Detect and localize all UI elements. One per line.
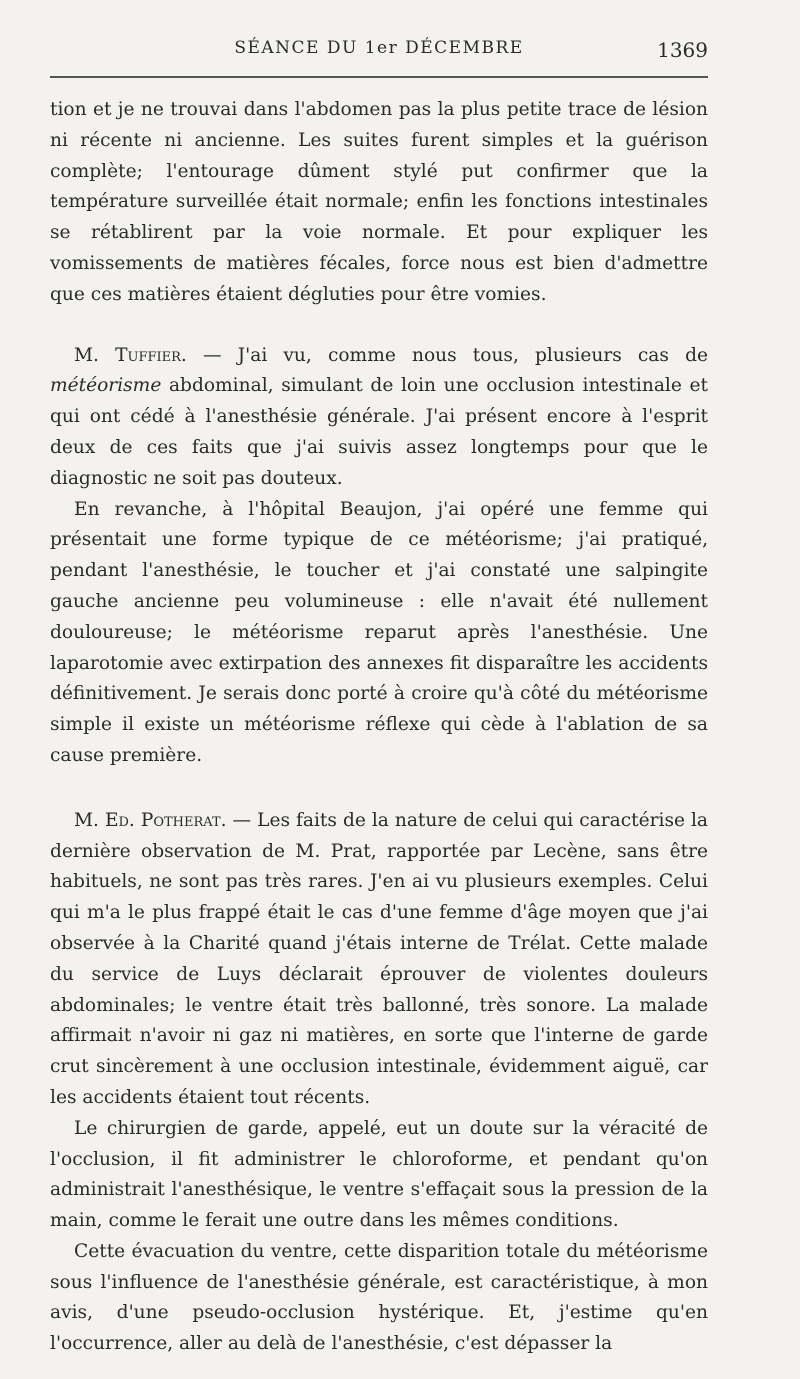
paragraph-1 — [50, 95, 708, 311]
page-body — [50, 95, 708, 1360]
running-title: SÉANCE DU 1er DÉCEMBRE — [234, 38, 524, 58]
speaker-name: M. Ed. Potherat. — [74, 809, 227, 831]
paragraph-text: Le chirurgien de garde, appelé, eut un doute sur la véracité de l'occlusion, il fit administrer le chloroforme, et pendant qu'on administrait l'anesthésique, le ventre s'effaçait sous la pression de la main, comme le ferait une outre dans les mêmes conditions. — [50, 1117, 708, 1232]
paragraph-6 — [50, 1237, 708, 1360]
paragraph-text: tion et je ne trouvai dans l'abdomen pas la plus petite trace de lésion ni récente ni ancienne. Les suites furent simples et la guérison complète; l'entourage dûment stylé put confirmer que la température surveillée était normale; enfin les fonctions intestinales se rétablirent par la voie normale. Et pour expliquer les vomissements de matières fécales, force nous est bien d'admettre que ces matières étaient dégluties pour être vomies. — [50, 99, 708, 305]
paragraph-text: Cette évacuation du ventre, cette disparition totale du météorisme sous l'influence de l'anesthésie générale, est caractéristique, à mon avis, d'une pseudo-occlusion hystérique. Et, j'estime qu'en l'occurrence, aller au delà de l'anesthésie, c'est dépasser la — [50, 1240, 708, 1355]
header-rule — [50, 76, 708, 78]
paragraph-3 — [50, 495, 708, 772]
running-head — [50, 38, 708, 62]
paragraph-intro: — J'ai vu, comme nous tous, plusieurs cas de — [186, 344, 708, 366]
page-number: 1369 — [657, 38, 708, 62]
paragraph-text: — Les faits de la nature de celui qui caractérise la dernière observation de M. Prat, rapportée par Lecène, sans être habituels, ne sont pas très rares. J'en ai vu plusieurs exemples. Celui qui m'a le plus frappé était le cas d'une femme d'âge moyen que j'ai observée à la Charité quand j'étais interne de Trélat. Cette malade du service de Luys déclarait éprouver de violentes douleurs abdominales; le ventre était très ballonné, très sonore. La malade affirmait n'avoir ni gaz ni matières, en sorte que l'interne de garde crut sincèrement à une occlusion intestinale, évidemment aiguë, car les accidents étaient tout récents. — [50, 809, 709, 1108]
speaker-name: M. Tuffier. — [74, 344, 187, 366]
paragraph-5 — [50, 1114, 708, 1237]
paragraph-text: En revanche, à l'hôpital Beaujon, j'ai opéré une femme qui présentait une forme typique de ce météorisme; j'ai pratiqué, pendant l'anesthésie, le toucher et j'ai constaté une salpingite gauche ancienne peu volumineuse : elle n'avait été nullement douloureuse; le météorisme reparut après l'anesthésie. Une laparotomie avec extirpation des annexes fit disparaître les accidents définitivement. Je serais donc porté à croire qu'à côté du météorisme simple il existe un météorisme réflexe qui cède à l'ablation de sa cause première. — [50, 498, 708, 766]
paragraph-4 — [50, 806, 708, 1114]
paragraph-text: abdominal, simulant de loin une occlusion intestinale et qui ont cédé à l'anesthésie générale. J'ai présent encore à l'esprit deux de ces faits que j'ai suivis assez longtemps pour que le diagnostic ne soit pas douteux. — [50, 375, 708, 489]
paragraph-2 — [50, 341, 708, 495]
italic-term: météorisme — [50, 375, 162, 397]
